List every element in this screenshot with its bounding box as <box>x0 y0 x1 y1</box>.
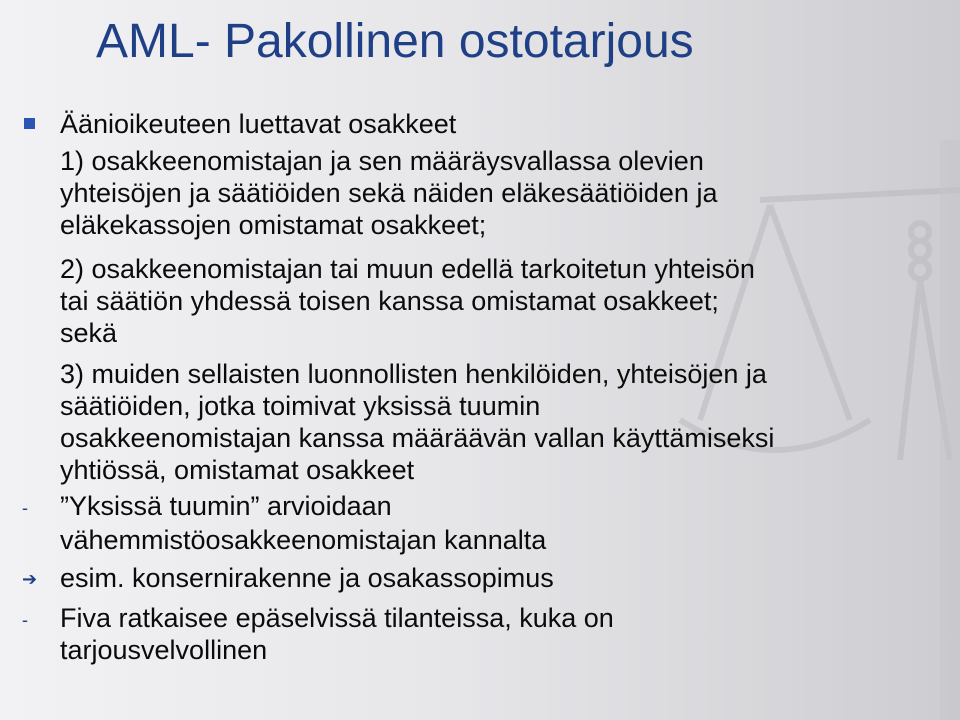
item-1-line-1: 1) osakkeenomistajan ja sen määräysvallassa olevien <box>60 146 704 176</box>
dash-bullet-icon: - <box>22 498 28 518</box>
arrow-bullet-icon: ➔ <box>22 569 38 589</box>
bullet-heading: Äänioikeuteen luettavat osakkeet <box>60 109 457 139</box>
dash-item-1-line-1: ”Yksissä tuumin” arvioidaan <box>60 491 392 521</box>
item-2-line-2: tai säätiön yhdessä toisen kanssa omistamat osakkeet; <box>60 286 719 316</box>
item-1-line-2: yhteisöjen ja säätiöiden sekä näiden eläkesäätiöiden ja <box>60 178 718 208</box>
item-3-line-3: osakkeenomistajan kanssa määräävän vallan käyttämiseksi <box>60 423 775 453</box>
square-bullet-icon <box>24 118 35 129</box>
dash-bullet-icon: - <box>22 610 28 630</box>
item-3-line-2: säätiöiden, jotka toimivat yksissä tuumin <box>60 391 541 421</box>
item-3-line-4: yhtiössä, omistamat osakkeet <box>60 455 415 485</box>
dash-item-1-line-2: vähemmistöosakkeenomistajan kannalta <box>60 525 547 555</box>
arrow-item: esim. konsernirakenne ja osakassopimus <box>60 563 554 593</box>
dash-item-2-line-1: Fiva ratkaisee epäselvissä tilanteissa, kuka on <box>60 603 614 633</box>
dash-item-2-line-2: tarjousvelvollinen <box>60 635 268 665</box>
item-2-line-3: sekä <box>60 318 118 348</box>
item-2-line-1: 2) osakkeenomistajan tai muun edellä tarkoitetun yhteisön <box>60 254 755 284</box>
item-3-line-1: 3) muiden sellaisten luonnollisten henkilöiden, yhteisöjen ja <box>60 359 767 389</box>
slide-title: AML- Pakollinen ostotarjous <box>96 15 694 68</box>
item-1-line-3: eläkekassojen omistamat osakkeet; <box>60 210 487 240</box>
